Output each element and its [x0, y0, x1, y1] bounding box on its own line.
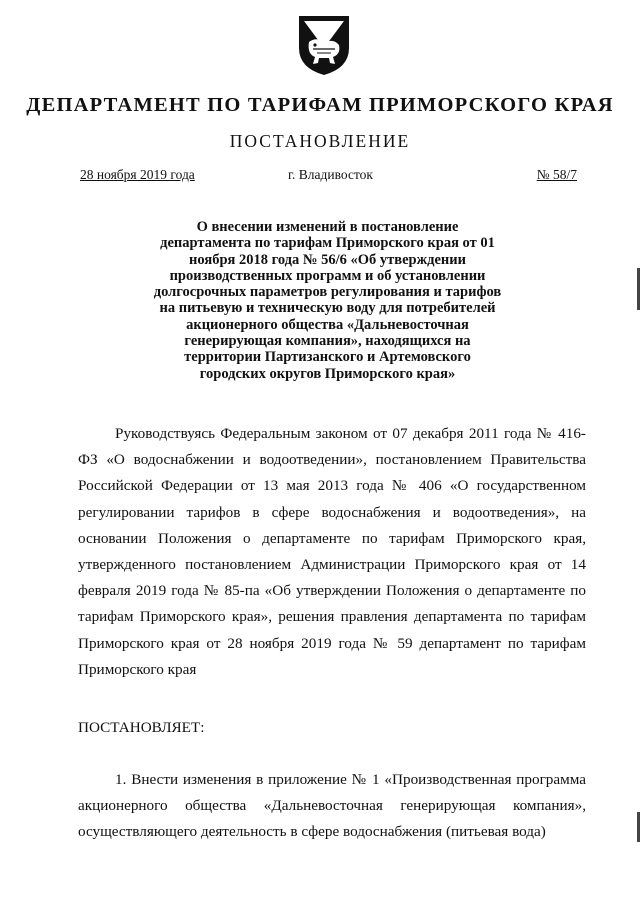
- item-1-paragraph: 1. Внести изменения в приложение № 1 «Производственная программа акционерного общества «Дальневосточная генерирующая компания», осуществляющего деятельность в сфере водоснабжения (питьевая вода): [78, 771, 586, 841]
- resolves-heading: ПОСТАНОВЛЯЕТ:: [78, 719, 205, 736]
- preamble-paragraph: Руководствуясь Федеральным законом от 07 декабря 2011 года № 416-ФЗ «О водоснабжении и водоотведении», постановлением Правительства Российской Федерации от 13 мая 2013 года № 406 «О государственном регулировании тарифов в сфере водоснабжения и водоотведения», на основании Положения о департаменте по тарифам Приморского края, утвержденного постановлением Администрации Приморского края от 14 февраля 2019 года № 85-па «Об утверждении Положения о департаменте по тарифам Приморского края», решения правления департамента по тарифам Приморского края от 28 ноября 2019 года № 59 департамент по тарифам Приморского края: [78, 425, 586, 678]
- department-title: ДЕПАРТАМЕНТ ПО ТАРИФАМ ПРИМОРСКОГО КРАЯ: [26, 94, 614, 116]
- document-number: № 58/7: [536, 167, 577, 182]
- coat-of-arms-icon: [295, 12, 353, 78]
- document-city: г. Владивосток: [288, 167, 373, 182]
- document-subject: О внесении изменений в постановление департамента по тарифам Приморского края от 01 ноября 2018 года № 56/6 «Об утверждении производственных программ и об установлении долгосрочных параметров регулирования и тарифов на питьевую и техническую воду для потребителей акционерного общества «Дальневосточная генерирующая компания», находящихся на территории Партизанского и Артемовского городских округов Приморского края»: [153, 219, 502, 382]
- document-date: 28 ноября 2019 года: [80, 167, 195, 182]
- document-type: ПОСТАНОВЛЕНИЕ: [229, 131, 411, 151]
